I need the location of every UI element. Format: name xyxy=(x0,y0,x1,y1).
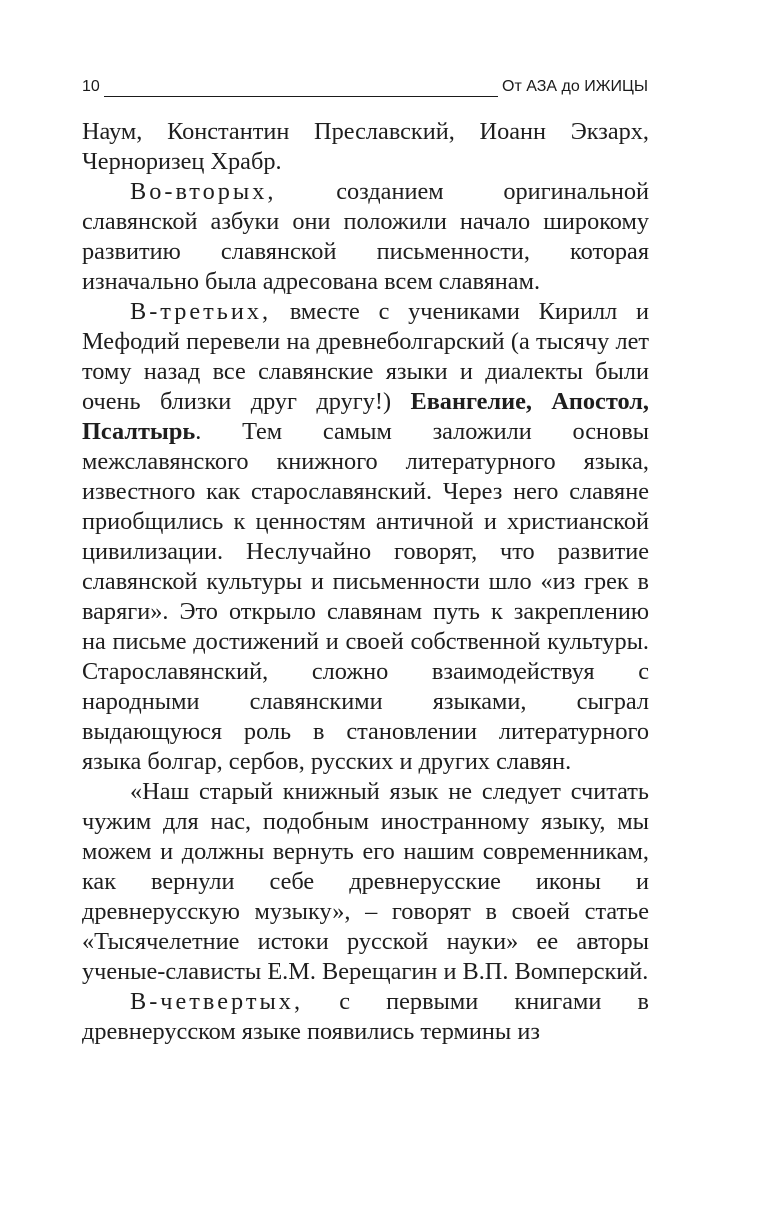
paragraph-text: с первыми книгами в древнерусском языке появились термины из xyxy=(82,988,649,1045)
body-text xyxy=(82,117,649,1047)
running-header xyxy=(82,78,648,100)
bold-book-titles: Евангелие, Апостол, Псалтырь xyxy=(82,388,649,445)
paragraph-5 xyxy=(82,987,649,1047)
paragraph-text: «Наш старый книжный язык не следует считать чужим для нас, подобным иностранному языку, мы можем и должны вернуть его нашим современникам, как вернули себе древнерусские иконы и древнерусскую музыку», – говорят в своей статье «Тысячелетние истоки русской науки» ее авторы ученые-слависты Е.М. Верещагин и В.П. Вомперский. xyxy=(82,778,649,985)
header-rule xyxy=(104,96,498,97)
paragraph-text-tail: . Тем самым заложили основы межславянского книжного литературного языка, известного как старославянский. Через него славяне приобщились к ценностям античной и христианской цивилизации. Неслучайно говорят, что развитие славянской культуры и письменности шло «из грек в варяги». Это открыло славянам путь к закреплению на письме достижений и своей собственной культуры. Старославянский, сложно взаимодействуя с народными славянскими языками, сыграл выдающуюся роль в становлении литературного языка болгар, сербов, русских и других славян. xyxy=(82,418,649,775)
paragraph-lead: В-четвертых, xyxy=(130,988,304,1015)
paragraph-text: Наум, Константин Преславский, Иоанн Экзарх, Черноризец Храбр. xyxy=(82,118,649,175)
paragraph-lead: Во-вторых, xyxy=(130,178,277,205)
paragraph-2 xyxy=(82,177,649,297)
paragraph-3 xyxy=(82,297,649,777)
paragraph-4-quote xyxy=(82,777,649,987)
book-title: От АЗА до ИЖИЦЫ xyxy=(502,78,648,95)
page-number: 10 xyxy=(82,78,100,95)
paragraph-1 xyxy=(82,117,649,177)
paragraph-lead: В-третьих, xyxy=(130,298,272,325)
paragraph-text: вместе с учениками Кирилл и Мефодий перевели на древнеболгарский (а тысячу лет тому назад все славянские языки и диалекты были очень близки друг другу!) xyxy=(82,298,649,415)
paragraph-text: созданием оригинальной славянской азбуки они положили начало широкому развитию славянской письменности, которая изначально была адресована всем славянам. xyxy=(82,178,649,295)
